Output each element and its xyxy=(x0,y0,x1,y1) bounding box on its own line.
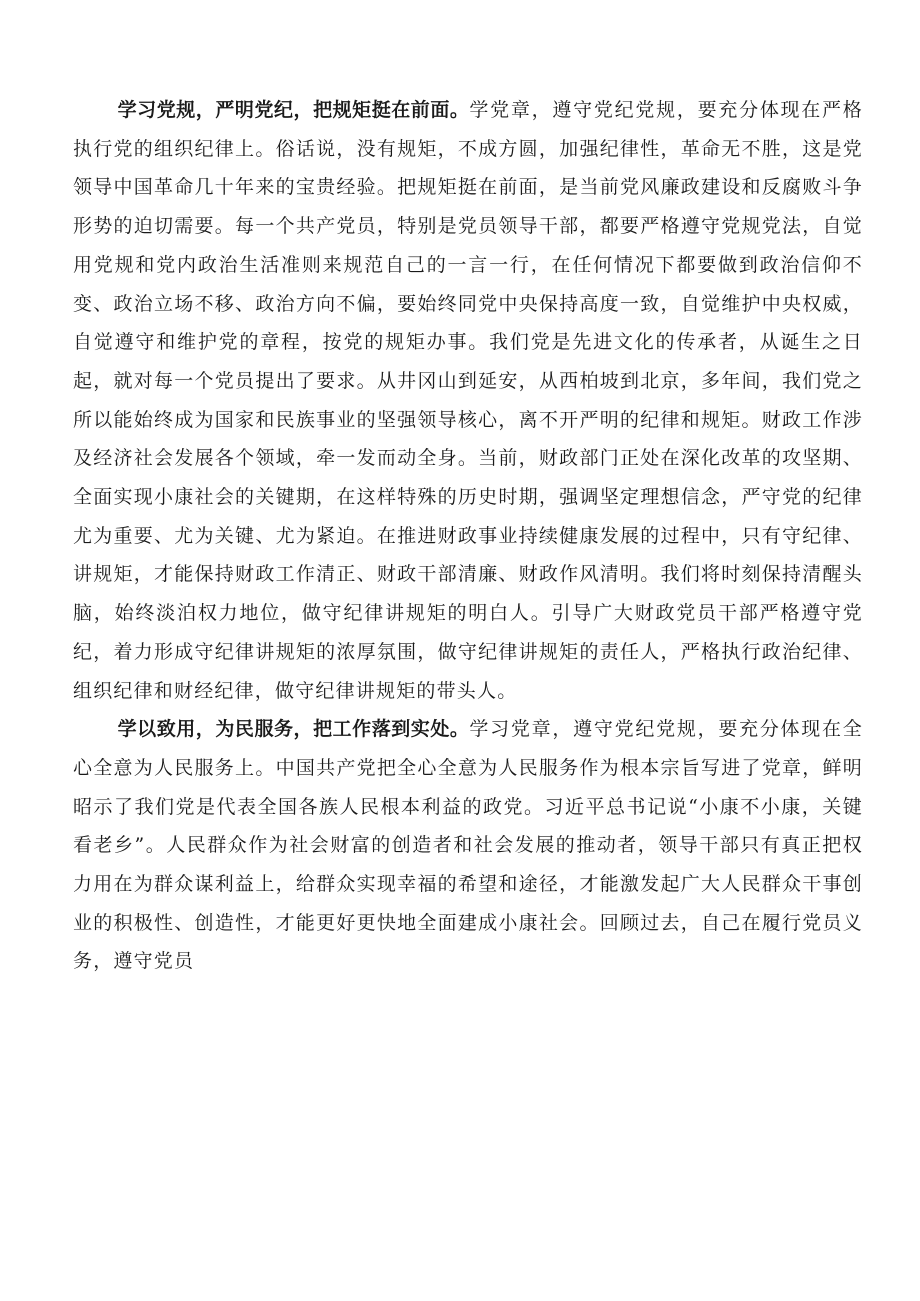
paragraph-lead-heading: 学习党规，严明党纪，把规矩挺在前面。 xyxy=(117,99,470,121)
paragraph-service xyxy=(73,710,863,981)
document-body xyxy=(73,91,863,981)
paragraph-body-text: 学习党章，遵守党纪党规，要充分体现在全心全意为人民服务上。中国共产党把全心全意为人民服务作为根本宗旨写进了党章，鲜明昭示了我们党是代表全国各族人民根本利益的政党。习近平总书记说“小康不小康，关键看老乡”。人民群众作为社会财富的创造者和社会发展的推动者，领导干部只有真正把权力用在为群众谋利益上，给群众实现幸福的希望和途径，才能激发起广大人民群众干事创业的积极性、创造性，才能更好更快地全面建成小康社会。回顾过去，自己在履行党员义务，遵守党员 xyxy=(73,718,863,973)
paragraph-lead-heading: 学以致用，为民服务，把工作落到实处。 xyxy=(117,718,470,741)
paragraph-body-text: 学党章，遵守党纪党规，要充分体现在严格执行党的组织纪律上。俗话说，没有规矩，不成方圆，加强纪律性，革命无不胜，这是党领导中国革命几十年来的宝贵经验。把规矩挺在前面，是当前党风廉政建设和反腐败斗争形势的迫切需要。每一个共产党员，特别是党员领导干部，都要严格遵守党规党法，自觉用党规和党内政治生活准则来规范自己的一言一行，在任何情况下都要做到政治信仰不变、政治立场不移、政治方向不偏，要始终同党中央保持高度一致，自觉维护中央权威，自觉遵守和维护党的章程，按党的规矩办事。我们党是先进文化的传承者，从诞生之日起，就对每一个党员提出了要求。从井冈山到延安，从西柏坡到北京，多年间，我们党之所以能始终成为国家和民族事业的坚强领导核心，离不开严明的纪律和规矩。财政工作涉及经济社会发展各个领域，牵一发而动全身。当前，财政部门正处在深化改革的攻坚期、全面实现小康社会的关键期，在这样特殊的历史时期，强调坚定理想信念，严守党的纪律尤为重要、尤为关键、尤为紧迫。在推进财政事业持续健康发展的过程中，只有守纪律、讲规矩，才能保持财政工作清正、财政干部清廉、财政作风清明。我们将时刻保持清醒头脑，始终淡泊权力地位，做守纪律讲规矩的明白人。引导广大财政党员干部严格遵守党纪，着力形成守纪律讲规矩的浓厚氛围，做守纪律讲规矩的责任人，严格执行政治纪律、组织纪律和财经纪律，做守纪律讲规矩的带头人。 xyxy=(73,99,863,702)
paragraph-discipline xyxy=(73,91,863,710)
